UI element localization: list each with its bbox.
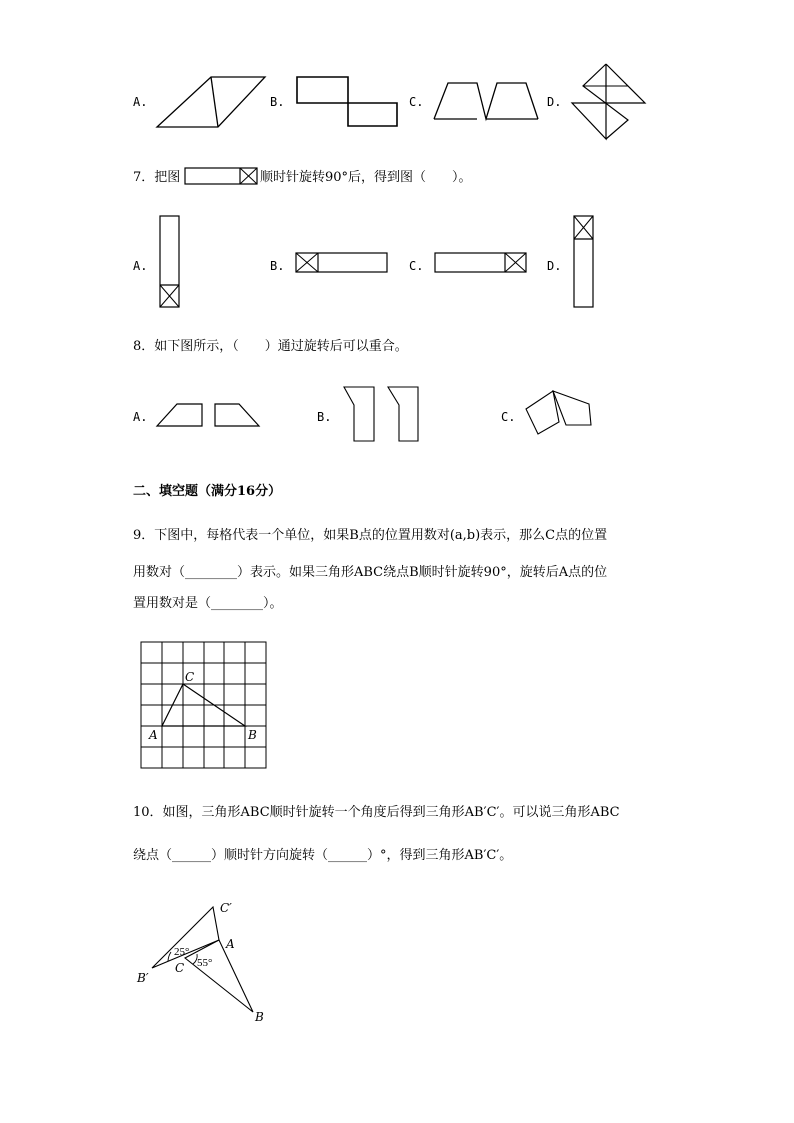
- q9-point-b-label: B: [248, 728, 257, 742]
- q7-option-a-label: A.: [133, 259, 148, 273]
- q10-angle-25-label: 25°: [174, 946, 190, 958]
- q7-text-before: 7．把图: [133, 170, 181, 185]
- q10-point-c-label: C: [175, 961, 185, 975]
- section-2-title: 二、填空题（满分16分）: [133, 484, 282, 499]
- q8-option-a-label: A.: [133, 410, 148, 424]
- q7-text-after: 顺时针旋转90°后，得到图（ ）。: [260, 170, 472, 185]
- q6-option-b-label: B.: [270, 95, 285, 109]
- q7-option-c-label: C.: [409, 259, 424, 273]
- q6-option-a-label: A.: [133, 95, 148, 109]
- q10-text-line-1: 10．如图，三角形ABC顺时针旋转一个角度后得到三角形AB′C′。可以说三角形ABC: [133, 805, 620, 820]
- q6-option-c-label: C.: [409, 95, 424, 109]
- q7-option-b-label: B.: [270, 259, 285, 273]
- q10-point-b-prime-label: B′: [137, 971, 149, 985]
- q8-question-text: 8．如下图所示，（ ）通过旋转后可以重合。: [133, 339, 408, 354]
- q10-point-a-label: A: [226, 937, 235, 951]
- q9-text-line-3: 置用数对是（________）。: [133, 596, 283, 611]
- q8-option-c-label: C.: [501, 410, 516, 424]
- q10-point-b-label: B: [255, 1010, 264, 1024]
- q10-angle-55-label: 55°: [197, 957, 213, 969]
- q10-point-c-prime-label: C′: [220, 901, 232, 915]
- q10-text-line-2: 绕点（______）顺时针方向旋转（______）°，得到三角形AB′C′。: [133, 848, 513, 863]
- q7-option-d-label: D.: [547, 259, 562, 273]
- q9-text-line-2: 用数对（________）表示。如果三角形ABC绕点B顺时针旋转90°，旋转后A点的位: [133, 565, 608, 580]
- q8-option-b-label: B.: [317, 410, 332, 424]
- q6-option-d-label: D.: [547, 95, 562, 109]
- q9-point-c-label: C: [185, 670, 195, 684]
- q9-point-a-label: A: [149, 728, 158, 742]
- q9-text-line-1: 9．下图中，每格代表一个单位，如果B点的位置用数对(a,b)表示，那么C点的位置: [133, 528, 608, 543]
